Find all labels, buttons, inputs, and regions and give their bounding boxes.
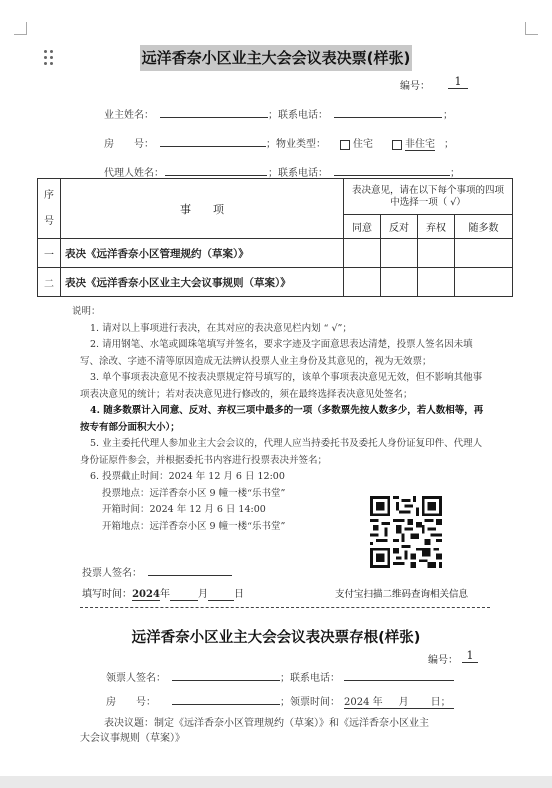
- option-abstain: 弃权: [418, 215, 455, 239]
- room-field[interactable]: [160, 146, 266, 147]
- vote-cell-abstain[interactable]: [418, 239, 455, 268]
- cut-line: [80, 607, 490, 608]
- drag-handle-icon[interactable]: [44, 50, 56, 66]
- opinion-header: 表决意见，请在以下每个事项的四项中选择一项（ √）: [344, 179, 513, 215]
- note-4: 4. 随多数票计入同意、反对、弃权三项中最多的一项（多数票先按人数多少，若人数相等，再按专有部分面积大小）；: [80, 405, 484, 433]
- residential-option[interactable]: [340, 135, 373, 150]
- collect-day: 日；: [430, 697, 451, 708]
- note-2: 2. 请用钢笔、水笔或圆珠笔填写并签名，要求字迹及字面意思表达清楚，投票人签名因未填写、涂改、字迹不清等原因造成无法辨认投票人业主身份及其意见的，视为无效票；: [80, 339, 473, 367]
- option-oppose: 反对: [381, 215, 418, 239]
- row-item: 表决《远洋香奈小区管理规约（草案）》: [61, 239, 344, 268]
- nonresidential-checkbox[interactable]: [392, 140, 402, 150]
- agent-phone-field[interactable]: [334, 175, 450, 176]
- document-title: 远洋香奈小区业主大会会议表决票(样张): [140, 45, 412, 71]
- crop-mark-top-right: [525, 22, 538, 35]
- option-agree: 同意: [344, 215, 381, 239]
- topic-line-2: 大会议事规则（草案）》: [80, 733, 185, 744]
- stub-number-label: 编号：: [428, 655, 458, 666]
- row-item: 表决《远洋香奈小区业主大会议事规则（草案）》: [61, 268, 344, 297]
- crop-mark-top-left: [14, 22, 27, 35]
- semicolon: ；: [450, 168, 460, 179]
- collect-time-field[interactable]: [344, 693, 454, 709]
- collect-year: 2024 年: [344, 697, 383, 708]
- voting-table: [37, 178, 513, 297]
- stub-phone-field[interactable]: [344, 680, 454, 681]
- seq-header-1: 序: [44, 189, 54, 201]
- number-label: 编号：: [400, 81, 430, 92]
- topic-line-1: 表决议题：制定《远洋香奈小区管理规约（草案）》和《远洋香奈小区业主: [104, 718, 429, 729]
- nonresidential-label: 非住宅: [405, 139, 435, 150]
- stub-room-field[interactable]: [172, 704, 280, 705]
- room-label: 房 号：: [104, 139, 154, 150]
- collector-label: 领票人签名：: [106, 673, 166, 684]
- agent-phone-label: ；联系电话：: [268, 168, 328, 179]
- fill-time-month[interactable]: [170, 589, 198, 601]
- residential-checkbox[interactable]: [340, 140, 350, 150]
- note-3: 3. 单个事项表决意见不按表决票规定符号填写的，该单个事项表决意见无效，但不影响其他事项表决意见的统计；若对表决意见进行修改的，须在最终选择表决意见处签名；: [80, 372, 483, 400]
- fill-time-label: 填写时间：: [82, 589, 132, 600]
- semicolon: ；: [444, 139, 454, 150]
- agent-name-label: 代理人姓名：: [104, 168, 164, 179]
- option-majority: 随多数: [455, 215, 513, 239]
- month-label: 月: [198, 589, 208, 600]
- qr-code-image[interactable]: [370, 496, 442, 568]
- owner-name-field[interactable]: [160, 117, 268, 118]
- vote-place: 投票地点：远洋香奈小区 9 幢一楼“乐书堂”: [102, 487, 286, 499]
- note-1: 1. 请对以上事项进行表决，在其对应的表决意见栏内划 “ √”；: [90, 322, 352, 334]
- notes-heading: 说明：: [72, 306, 101, 317]
- vote-cell-majority[interactable]: [455, 268, 513, 297]
- residential-label: 住宅: [353, 139, 373, 150]
- day-label: 日: [234, 589, 244, 600]
- collect-month: 月: [398, 697, 409, 708]
- open-place: 开箱地点：远洋香奈小区 9 幢一楼“乐书堂”: [102, 520, 286, 532]
- stub-title: 远洋香奈小区业主大会会议表决票存根(样张): [131, 630, 421, 646]
- seq-header-2: 号: [44, 215, 54, 227]
- qr-caption: 支付宝扫描二维码查询相关信息: [335, 589, 469, 600]
- voter-sign-field[interactable]: [148, 575, 232, 576]
- note-6: 6. 投票截止时间：2024 年 12 月 6 日 12:00: [90, 471, 285, 482]
- row-seq: 二: [38, 268, 61, 297]
- vote-cell-majority[interactable]: [455, 239, 513, 268]
- table-row: [38, 268, 513, 297]
- stub-number-value: 1: [462, 649, 478, 663]
- collect-time-label: ；领票时间：: [280, 697, 340, 708]
- property-type-label: ；物业类型：: [266, 139, 326, 150]
- vote-cell-oppose[interactable]: [381, 268, 418, 297]
- table-row: [38, 239, 513, 268]
- seq-header: [38, 179, 61, 239]
- page-bottom-bar: [0, 776, 552, 788]
- fill-time-day[interactable]: [208, 589, 234, 601]
- agent-name-field[interactable]: [165, 175, 267, 176]
- number-value: 1: [448, 75, 468, 89]
- collector-field[interactable]: [172, 680, 280, 681]
- vote-cell-oppose[interactable]: [381, 239, 418, 268]
- vote-cell-abstain[interactable]: [418, 268, 455, 297]
- owner-name-label: 业主姓名：: [104, 110, 154, 121]
- year-label: 年: [160, 589, 170, 600]
- contact-phone-label: ；联系电话：: [268, 110, 328, 121]
- contact-phone-field[interactable]: [334, 117, 442, 118]
- stub-room-label: 房 号：: [106, 697, 156, 708]
- semicolon: ；: [443, 110, 453, 121]
- note-5: 5. 业主委托代理人参加业主大会会议的，代理人应当持委托书及委托人身份证复印件、代理人身份证原件参会，并根据委托书内容进行投票表决并签名；: [80, 438, 483, 466]
- fill-time: [82, 585, 244, 601]
- voter-sign-label: 投票人签名：: [82, 568, 142, 579]
- nonresidential-option[interactable]: [392, 135, 435, 150]
- stub-phone-label: ；联系电话：: [280, 673, 340, 684]
- row-seq: 一: [38, 239, 61, 268]
- vote-cell-agree[interactable]: [344, 239, 381, 268]
- item-header: 事 项: [61, 179, 344, 239]
- vote-cell-agree[interactable]: [344, 268, 381, 297]
- open-time: 开箱时间：2024 年 12 月 6 日 14:00: [102, 504, 266, 515]
- fill-time-year[interactable]: 2024: [132, 589, 160, 600]
